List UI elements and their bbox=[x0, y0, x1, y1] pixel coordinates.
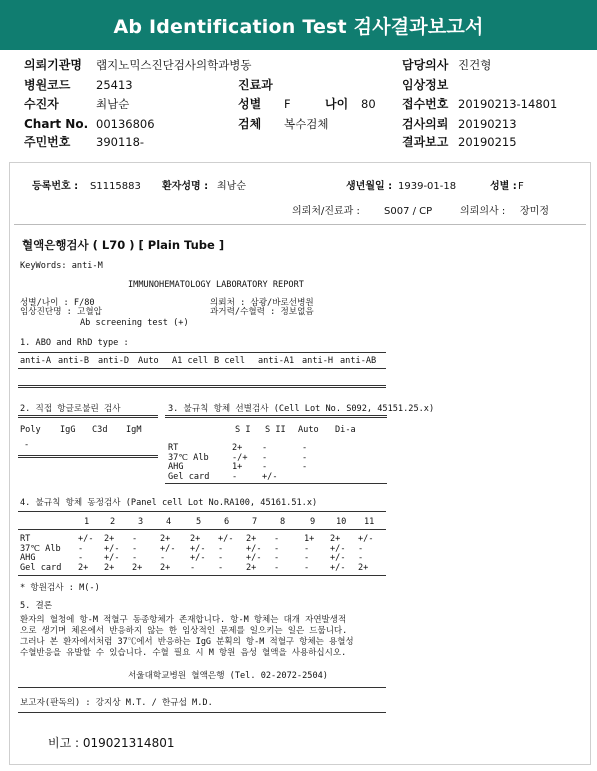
s2-value: - bbox=[24, 440, 30, 450]
s4-row-label: 37℃ Alb bbox=[20, 543, 61, 554]
remark: 비고 : 019021314801 bbox=[48, 736, 175, 750]
dob-label: 생년월일 : bbox=[346, 181, 393, 192]
hospital-code-value: 25413 bbox=[96, 78, 133, 92]
s4-cell: - bbox=[358, 543, 364, 554]
s4-cell: 2+ bbox=[132, 562, 143, 573]
s4-cell: +/- bbox=[330, 562, 346, 573]
doc-doctor-value: 장미정 bbox=[520, 206, 549, 217]
s4-cell: 2+ bbox=[104, 534, 115, 544]
s4-cell: - bbox=[304, 553, 310, 563]
s4-rule-bottom bbox=[18, 575, 386, 576]
s4-cell: - bbox=[274, 553, 280, 563]
test-title: 혈액은행검사 ( L70 ) [ Plain Tube ] bbox=[22, 238, 225, 252]
institution-label: 의뢰기관명 bbox=[24, 58, 82, 72]
clinical-info-label: 임상정보 bbox=[402, 78, 449, 92]
patient-label: 환자성명 : bbox=[162, 181, 209, 192]
report-banner bbox=[0, 0, 597, 50]
resident-no-label: 주민번호 bbox=[24, 135, 71, 149]
s4-cell: +/- bbox=[246, 543, 262, 554]
antigen-test: * 항원검사 : M(-) bbox=[20, 583, 100, 593]
s3-col-header: Di-a bbox=[335, 425, 356, 435]
resident-no-value: 390118- bbox=[96, 135, 145, 149]
reg-label: 등록번호 : bbox=[32, 181, 79, 192]
s4-cell: - bbox=[304, 543, 310, 554]
sex-value: F bbox=[284, 97, 291, 111]
doc-dept-label: 의뢰처/진료과 : bbox=[292, 206, 360, 217]
requested-label: 검사의뢰 bbox=[402, 117, 449, 131]
s4-col-header: 4 bbox=[166, 517, 172, 527]
examinee-label: 수진자 bbox=[24, 97, 59, 111]
age-value: 80 bbox=[361, 97, 376, 111]
s4-cell: - bbox=[78, 543, 84, 554]
s4-cell: +/- bbox=[160, 543, 176, 554]
conclusion-line: 수혈반응을 유발할 수 있습니다. 수혈 필요 시 M 항원 음성 혈액을 사용하십시오. bbox=[20, 648, 347, 658]
s4-cell: - bbox=[132, 553, 138, 563]
s1-col-header: anti-D bbox=[98, 356, 130, 366]
s3-cell: 2+ bbox=[232, 443, 243, 453]
doc-sex-value: F bbox=[518, 181, 524, 192]
s3-cell: - bbox=[302, 443, 308, 453]
s4-cell: +/- bbox=[218, 534, 234, 544]
s4-cell: +/- bbox=[104, 553, 120, 563]
s4-cell: - bbox=[218, 562, 224, 573]
received-value: 20190213-14801 bbox=[458, 97, 558, 111]
s2-col-header: C3d bbox=[92, 425, 108, 435]
s1-col-header: anti-B bbox=[58, 356, 90, 366]
s1-rule-bottom bbox=[18, 385, 386, 388]
s4-cell: - bbox=[274, 562, 280, 573]
s3-cell: - bbox=[262, 452, 268, 463]
report-title: Ab Identification Test 검사결과보고서 bbox=[113, 15, 484, 38]
s3-rule-bottom bbox=[165, 483, 387, 484]
s4-cell: +/- bbox=[330, 553, 346, 563]
history: 과거력/수혈력 : 정보없음 bbox=[210, 307, 314, 317]
s3-col-header: S I bbox=[235, 425, 251, 435]
s3-title: 3. 불규칙 항체 선별검사 (Cell Lot No. S092, 45151.25.x) bbox=[168, 404, 435, 414]
diagnosis: 임상진단명 : 고혈압 bbox=[20, 307, 102, 317]
reg-value: S1115883 bbox=[90, 181, 141, 192]
s4-cell: - bbox=[218, 543, 224, 554]
conclusion-line: 그러나 본 환자에서처럼 37℃에서 반응하는 IgG 분획의 항-M 적혈구 항체는 용혈성 bbox=[20, 637, 354, 647]
s4-col-header: 3 bbox=[138, 517, 144, 527]
doctor-value: 진건형 bbox=[458, 58, 492, 72]
dob-value: 1939-01-18 bbox=[398, 181, 457, 192]
reported-value: 20190215 bbox=[458, 135, 517, 149]
examinee-value: 최남순 bbox=[96, 97, 130, 111]
doc-doctor-label: 의뢰의사 : bbox=[460, 206, 506, 217]
s4-cell: +/- bbox=[190, 553, 206, 563]
s4-col-header: 10 bbox=[336, 517, 347, 527]
s3-cell: - bbox=[302, 452, 308, 463]
s2-col-header: IgM bbox=[126, 425, 142, 435]
s3-cell: -/+ bbox=[232, 452, 248, 463]
specimen-label: 검체 bbox=[238, 117, 262, 131]
s4-row-label: RT bbox=[20, 534, 31, 544]
doctor-label: 담당의사 bbox=[402, 58, 449, 72]
s1-col-header: anti-A1 bbox=[258, 356, 295, 366]
reporter: 보고자(판독의) : 강지상 M.T. / 한규섭 M.D. bbox=[20, 698, 213, 708]
s4-col-header: 2 bbox=[110, 517, 116, 527]
s4-cell: +/- bbox=[104, 543, 120, 554]
s4-cell: 2+ bbox=[330, 534, 341, 544]
s3-rule-top bbox=[165, 415, 387, 418]
s4-col-header: 1 bbox=[84, 517, 90, 527]
dept-label: 진료과 bbox=[238, 78, 273, 92]
s4-cell: - bbox=[304, 562, 310, 573]
s3-col-header: S II bbox=[265, 425, 286, 435]
s1-col-header: anti-A bbox=[20, 356, 52, 366]
s5-title: 5. 결론 bbox=[20, 601, 53, 611]
s4-cell: - bbox=[358, 553, 364, 563]
doc-dept-value: S007 / CP bbox=[384, 206, 433, 217]
s4-col-header: 5 bbox=[196, 517, 202, 527]
s3-row-label: RT bbox=[168, 443, 179, 453]
s4-cell: - bbox=[218, 553, 224, 563]
conclusion-line: 환자의 혈청에 항-M 적혈구 동종항체가 존재합니다. 항-M 항체는 대개 자연발생적 bbox=[20, 615, 347, 625]
divider bbox=[14, 224, 586, 225]
s4-cell: 2+ bbox=[246, 534, 257, 544]
specimen-value: 복수검체 bbox=[284, 117, 329, 131]
s4-cell: - bbox=[132, 543, 138, 554]
s4-col-header: 9 bbox=[310, 517, 316, 527]
s3-cell: +/- bbox=[262, 471, 278, 482]
sig-rule-bottom bbox=[18, 712, 386, 713]
s4-cell: +/- bbox=[330, 543, 346, 554]
s4-cell: 2+ bbox=[160, 562, 171, 573]
s4-cell: 2+ bbox=[190, 534, 201, 544]
reported-label: 결과보고 bbox=[402, 135, 449, 149]
s3-col-header: Auto bbox=[298, 425, 319, 435]
scanned-report bbox=[9, 162, 591, 765]
s1-rule-top bbox=[18, 352, 386, 353]
s4-cell: 2+ bbox=[104, 562, 115, 573]
s4-cell: 2+ bbox=[358, 562, 369, 573]
s3-cell: - bbox=[232, 471, 238, 482]
s4-rule-top bbox=[18, 511, 386, 512]
s4-cell: +/- bbox=[358, 534, 374, 544]
patient-value: 최남순 bbox=[217, 181, 246, 192]
s4-cell: - bbox=[274, 543, 280, 554]
s3-cell: - bbox=[302, 462, 308, 472]
s2-rule-top bbox=[18, 415, 158, 418]
chart-no-value: 00136806 bbox=[96, 117, 155, 131]
chart-no-label: Chart No. bbox=[24, 117, 89, 131]
keywords: KeyWords: anti-M bbox=[20, 261, 103, 271]
hospital-code-label: 병원코드 bbox=[24, 78, 71, 92]
s4-col-header: 8 bbox=[280, 517, 286, 527]
s1-col-header: A1 cell bbox=[172, 356, 209, 366]
s2-col-header: IgG bbox=[60, 425, 76, 435]
s4-row-label: Gel card bbox=[20, 562, 62, 573]
s1-col-header: anti-H bbox=[302, 356, 334, 366]
s3-cell: - bbox=[262, 462, 268, 472]
s4-col-header: 7 bbox=[252, 517, 258, 527]
s4-title: 4. 불규칙 항체 동정검사 (Panel cell Lot No.RA100, 45161.51.x) bbox=[20, 498, 318, 508]
s4-cell: - bbox=[132, 534, 138, 544]
received-label: 접수번호 bbox=[402, 97, 449, 111]
s4-cell: 1+ bbox=[304, 534, 315, 544]
s4-cell: - bbox=[190, 562, 196, 573]
s4-col-header: 11 bbox=[364, 517, 375, 527]
s1-col-header: B cell bbox=[214, 356, 246, 366]
s4-cell: +/- bbox=[246, 553, 262, 563]
s2-title: 2. 직접 항글로불린 검사 bbox=[20, 404, 121, 414]
s4-cell: +/- bbox=[190, 543, 206, 554]
lab-report-title: IMMUNOHEMATOLOGY LABORATORY REPORT bbox=[128, 280, 304, 290]
s4-cell: - bbox=[78, 553, 84, 563]
institution-value: 랩지노믹스진단검사의학과병동 bbox=[96, 58, 252, 72]
lab-signature: 서울대학교병원 혈액은행 (Tel. 02-2072-2504) bbox=[128, 671, 328, 681]
s4-col-header: 6 bbox=[224, 517, 230, 527]
s2-rule-bottom bbox=[18, 455, 158, 458]
s3-row-label: Gel card bbox=[168, 471, 210, 482]
sig-rule-top bbox=[18, 687, 386, 688]
s4-cell: - bbox=[274, 534, 280, 544]
s4-row-label: AHG bbox=[20, 553, 36, 563]
s1-rule-mid bbox=[18, 368, 386, 369]
ward: 의뢰처 : 삼광/바로선병원 bbox=[210, 298, 314, 308]
s3-cell: - bbox=[262, 443, 268, 453]
requested-value: 20190213 bbox=[458, 117, 517, 131]
sex-age: 성별/나이 : F/80 bbox=[20, 298, 95, 308]
s2-col-header: Poly bbox=[20, 425, 41, 435]
s4-cell: 2+ bbox=[246, 562, 257, 573]
s4-rule-mid bbox=[18, 529, 386, 530]
s4-cell: 2+ bbox=[160, 534, 171, 544]
s4-cell: - bbox=[160, 553, 166, 563]
s1-title: 1. ABO and RhD type : bbox=[20, 338, 129, 348]
s3-row-label: 37℃ Alb bbox=[168, 452, 209, 463]
s4-cell: 2+ bbox=[78, 562, 89, 573]
s4-cell: +/- bbox=[78, 534, 94, 544]
age-label: 나이 bbox=[325, 97, 349, 111]
conclusion-line: 으로 생기며 체온에서 반응하지 않는 한 임상적인 문제를 일으키는 일은 드뭅니다. bbox=[20, 626, 348, 636]
s1-col-header: Auto bbox=[138, 356, 159, 366]
doc-sex-label: 성별 : bbox=[490, 181, 517, 192]
s1-col-header: anti-AB bbox=[340, 356, 377, 366]
s3-row-label: AHG bbox=[168, 462, 184, 472]
screen-result: Ab screening test (+) bbox=[80, 318, 189, 328]
s3-cell: 1+ bbox=[232, 462, 243, 472]
sex-label: 성별 bbox=[238, 97, 262, 111]
